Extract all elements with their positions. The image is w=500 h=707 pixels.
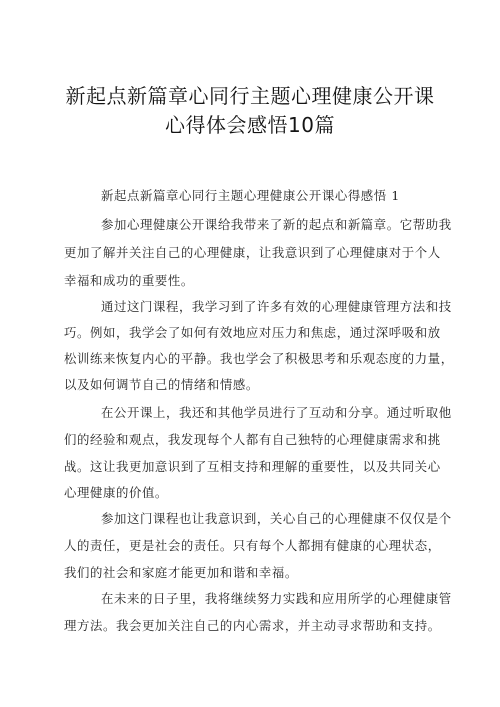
paragraph-line: 参加心理健康公开课给我带来了新的起点和新篇章。它帮助我	[101, 217, 452, 232]
paragraph-line: 我们的社会和家庭才能更加和谐和幸福。	[64, 565, 298, 580]
paragraph-line: 巧。例如，我学会了如何有效地应对压力和焦虑，通过深呼吸和放	[64, 325, 441, 340]
document-title-line-2: 心得体会感悟10篇	[165, 113, 335, 137]
paragraph-line: 在未来的日子里，我将继续努力实践和应用所学的心理健康管	[101, 591, 452, 606]
paragraph-line: 以及如何调节自己的情绪和情感。	[64, 377, 259, 392]
paragraph-line: 幸福和成功的重要性。	[64, 273, 194, 288]
paragraph-line: 在公开课上，我还和其他学员进行了互动和分享。通过听取他	[101, 405, 452, 420]
paragraph-line: 通过这门课程，我学习到了许多有效的心理健康管理方法和技	[101, 299, 452, 314]
paragraph-line: 理方法。我会更加关注自己的内心需求，并主动寻求帮助和支持。	[64, 618, 441, 633]
paragraph-line: 更加了解并关注自己的心理健康，让我意识到了心理健康对于个人	[64, 245, 441, 260]
paragraph-line: 参加这门课程也让我意识到，关心自己的心理健康不仅仅是个	[101, 511, 452, 526]
paragraph-line: 松训练来恢复内心的平静。我也学会了积极思考和乐观态度的力量，	[64, 351, 454, 366]
paragraph-line: 心理健康的价值。	[64, 485, 168, 500]
section-heading: 新起点新篇章心同行主题心理健康公开课心得感悟 1	[101, 188, 400, 203]
paragraph-line: 人的责任，更是社会的责任。只有每个人都拥有健康的心理状态，	[64, 538, 441, 553]
document-title-line-1: 新起点新篇章心同行主题心理健康公开课	[65, 84, 435, 108]
paragraph-line: 们的经验和观点，我发现每个人都有自己独特的心理健康需求和挑	[64, 432, 441, 447]
paragraph-line: 战。这让我更加意识到了互相支持和理解的重要性，以及共同关心	[64, 459, 441, 474]
